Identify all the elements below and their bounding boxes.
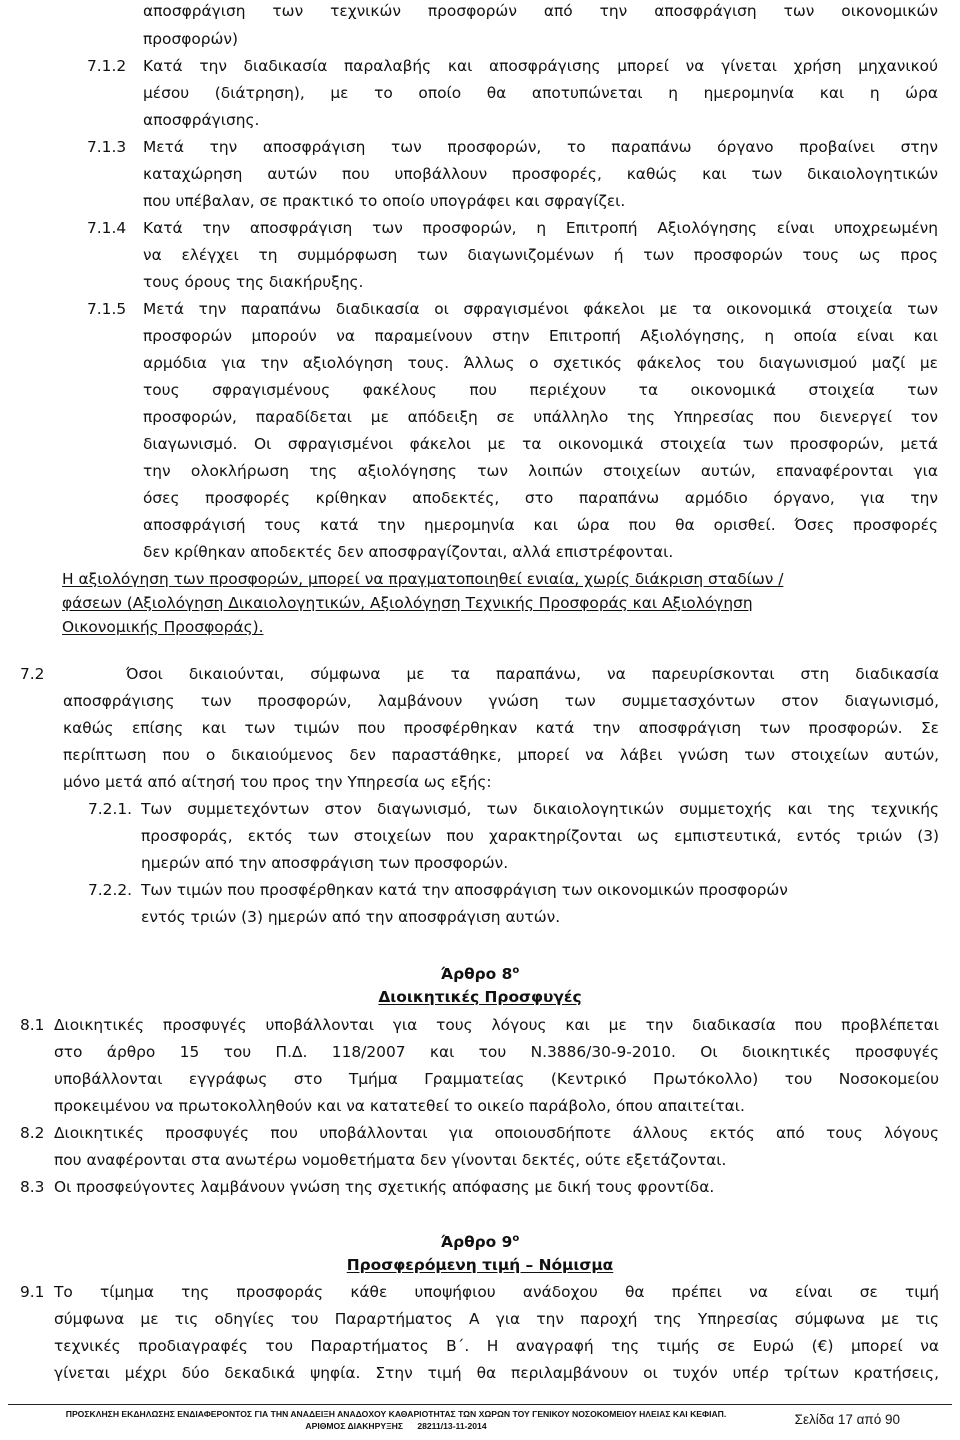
text-line: Των συμμετεχόντων στον διαγωνισμό, των δικαιολογητικών συμμετοχής και της τεχνικής <box>141 800 939 818</box>
text-line: υποβάλλονται εγγράφως στο Τμήμα Γραμματείας (Κεντρικό Πρωτόκολλο) του Νοσοκομείου <box>54 1070 939 1088</box>
text-line: προκειμένου να πρωτοκολληθούν και να κατατεθεί το οικείο παράβολο, όπου απαιτείται. <box>54 1097 745 1115</box>
text-line: διαγωνισμό. Οι σφραγισμένοι φάκελοι με τα οικονομικά στοιχεία των προσφορών, μετά <box>143 435 938 453</box>
clause-number: 7.2 <box>20 665 45 683</box>
page-footer <box>8 1404 952 1435</box>
text-line: μέσου (διάτρηση), με το οποίο θα αποτυπώνεται η ημερομηνία και η ώρα <box>143 84 938 102</box>
article-8-title: Άρθρο $8^o$ <box>440 965 520 984</box>
text-line: καθώς επίσης και των τιμών που προσφέρθηκαν κατά την αποσφράγιση των προσφορών. Σε <box>63 719 939 737</box>
text-line: αποσφράγισης. <box>143 111 260 129</box>
underlined-note-line: Οικονομικής Προσφοράς). <box>62 618 264 636</box>
clause-number: 8.1 <box>20 1016 45 1034</box>
text-line: προσφορών μπορούν να παραμείνουν στην Επιτροπή Αξιολόγησης, η οποία είναι και <box>143 327 938 345</box>
text-line: αποσφράγιση των τεχνικών προσφορών από την αποσφράγιση των οικονομικών <box>143 2 938 20</box>
text-line: γίνεται μέχρι δύο δεκαδικά ψηφία. Στην τιμή θα περιλαμβάνουν οι τυχόν υπέρ τρίτων κρατήσεις, <box>54 1364 939 1382</box>
clause-number: 7.2.1. <box>88 800 133 818</box>
text-line: Μετά την παραπάνω διαδικασία οι σφραγισμένοι φάκελοι με τα οικονομικά στοιχεία των <box>143 300 938 318</box>
text-line: να ελέγχει τη συμμόρφωση των διαγωνιζομένων ή των προσφορών τους ως προς <box>143 246 938 264</box>
article-8-subtitle: Διοικητικές Προσφυγές <box>378 988 582 1006</box>
text-line: Κατά την διαδικασία παραλαβής και αποσφράγισης μπορεί να γίνεται χρήση μηχανικού <box>143 57 938 75</box>
text-line: μόνο μετά από αίτησή του προς την Υπηρεσία ως εξής: <box>63 773 492 791</box>
text-line: στο άρθρο 15 του Π.Δ. 118/2007 και του Ν.3886/30-9-2010. Οι διοικητικές προσφυγές <box>54 1043 939 1061</box>
text-line: εντός τριών (3) ημερών από την αποσφράγιση αυτών. <box>141 908 561 926</box>
footer-title: ΠΡΟΣΚΛΗΣΗ ΕΚΔΗΛΩΣΗΣ ΕΝΔΙΑΦΕΡΟΝΤΟΣ ΓΙΑ ΤΗΝ ΑΝΑΔΕΙΞΗ ΑΝΑΔΟΧΟΥ ΚΑΘΑΡΙΟΤΗΤΑΣ ΤΩΝ ΧΩΡΩΝ ΤΟΥ ΓΕΝΙΚΟΥ ΝΟΣΟΚΟΜΕΙΟΥ ΗΛΕΙΑΣ ΚΑΙ ΚΕΦΙΑΠ. <box>65 1409 727 1419</box>
clause-number: 7.1.3 <box>87 138 127 156</box>
article-9-subtitle: Προσφερόμενη τιμή – Νόμισμα <box>346 1256 614 1274</box>
footer-declaration-number: ΑΡΙΘΜΟΣ ΔΙΑΚΗΡΥΞΗΣ 28211/13-11-2014 <box>305 1421 487 1431</box>
text-line: Μετά την αποσφράγιση των προσφορών, το παραπάνω όργανο προβαίνει στην <box>143 138 938 156</box>
text-line: την ολοκλήρωση της αξιολόγησης των λοιπών στοιχείων αυτών, επαναφέρονται για <box>143 462 938 480</box>
text-line: που υπέβαλαν, σε πρακτικό το οποίο υπογράφει και σφραγίζει. <box>143 192 626 210</box>
text-line: αρμόδια για την αξιολόγηση τους. Άλλως ο σχετικός φάκελος του διαγωνισμού μαζί με <box>143 354 938 372</box>
text-line: αποσφράγισή τους κατά την ημερομηνία και ώρα που θα ορισθεί. Όσες προσφορές <box>143 516 938 534</box>
text-line: περίπτωση που ο δικαιούμενος δεν παραστάθηκε, μπορεί να λάβει γνώση των στοιχείων αυτών, <box>63 746 939 764</box>
article-9-title: Άρθρο $9^o$ <box>440 1233 520 1252</box>
underlined-note-line: φάσεων (Αξιολόγηση Δικαιολογητικών, Αξιολόγηση Τεχνικής Προσφοράς και Αξιολόγηση <box>62 594 753 612</box>
text-line: τεχνικές προδιαγραφές του Παραρτήματος Β΄. Η αναγραφή της τιμής σε Ευρώ (€) μπορεί να <box>54 1337 939 1355</box>
clause-number: 7.1.5 <box>87 300 127 318</box>
text-line: προσφορών) <box>143 30 239 48</box>
text-line: σύμφωνα με τις οδηγίες του Παραρτήματος Α για την παροχή της Υπηρεσίας σύμφωνα με τις <box>54 1310 939 1328</box>
page-number: Σελίδα 17 από 90 <box>794 1412 900 1427</box>
text-line: που αναφέρονται στα ανωτέρω νομοθετήματα δεν γίνονται δεκτές, ούτε εξετάζονται. <box>54 1151 727 1169</box>
text-line: Των τιμών που προσφέρθηκαν κατά την αποσφράγιση των οικονομικών προσφορών <box>141 881 788 899</box>
clause-number: 8.3 <box>20 1178 45 1196</box>
text-line: Το τίμημα της προσφοράς κάθε υποψήφιου ανάδοχου θα πρέπει να είναι σε τιμή <box>54 1283 939 1301</box>
text-line: ημερών από την αποσφράγιση των προσφορών. <box>141 854 509 872</box>
text-line: Οι προσφεύγοντες λαμβάνουν γνώση της σχετικής απόφασης με δική τους φροντίδα. <box>54 1178 715 1196</box>
clause-number: 9.1 <box>20 1283 45 1301</box>
underlined-note-line: Η αξιολόγηση των προσφορών, μπορεί να πραγματοποιηθεί ενιαία, χωρίς διάκριση σταδίων / <box>62 570 784 588</box>
clause-number: 8.2 <box>20 1124 45 1142</box>
text-line: Όσοι δικαιούνται, σύμφωνα με τα παραπάνω, να παρευρίσκονται στη διαδικασία <box>126 665 939 683</box>
text-line: Διοικητικές προσφυγές υποβάλλονται για τους λόγους και με την διαδικασία που προβλέπεται <box>54 1016 939 1034</box>
text-line: δεν κρίθηκαν αποδεκτές δεν αποσφραγίζονται, αλλά επιστρέφονται. <box>143 543 674 561</box>
clause-number: 7.1.2 <box>87 57 127 75</box>
text-line: αποσφράγισης των προσφορών, λαμβάνουν γνώση των συμμετασχόντων στον διαγωνισμό, <box>63 692 939 710</box>
clause-number: 7.2.2. <box>88 881 133 899</box>
text-line: καταχώρηση αυτών που υποβάλλουν προσφορές, καθώς και των δικαιολογητικών <box>143 165 938 183</box>
clause-number: 7.1.4 <box>87 219 127 237</box>
text-line: προσφοράς, εκτός των στοιχείων που χαρακτηρίζονται ως εμπιστευτικά, εντός τριών (3) <box>141 827 939 845</box>
text-line: τους όρους της διακήρυξης. <box>143 273 364 291</box>
text-line: Κατά την αποσφράγιση των προσφορών, η Επιτροπή Αξιολόγησης είναι υποχρεωμένη <box>143 219 938 237</box>
text-line: προσφορών, παραδίδεται με απόδειξη σε υπάλληλο της Υπηρεσίας που διενεργεί τον <box>143 408 938 426</box>
text-line: τους σφραγισμένους φακέλους που περιέχουν τα οικονομικά στοιχεία των <box>143 381 938 399</box>
text-line: όσες προσφορές κρίθηκαν αποδεκτές, στο παραπάνω αρμόδιο όργανο, για την <box>143 489 938 507</box>
text-line: Διοικητικές προσφυγές που υποβάλλονται για οποιουσδήποτε άλλους εκτός από τους λόγους <box>54 1124 939 1142</box>
